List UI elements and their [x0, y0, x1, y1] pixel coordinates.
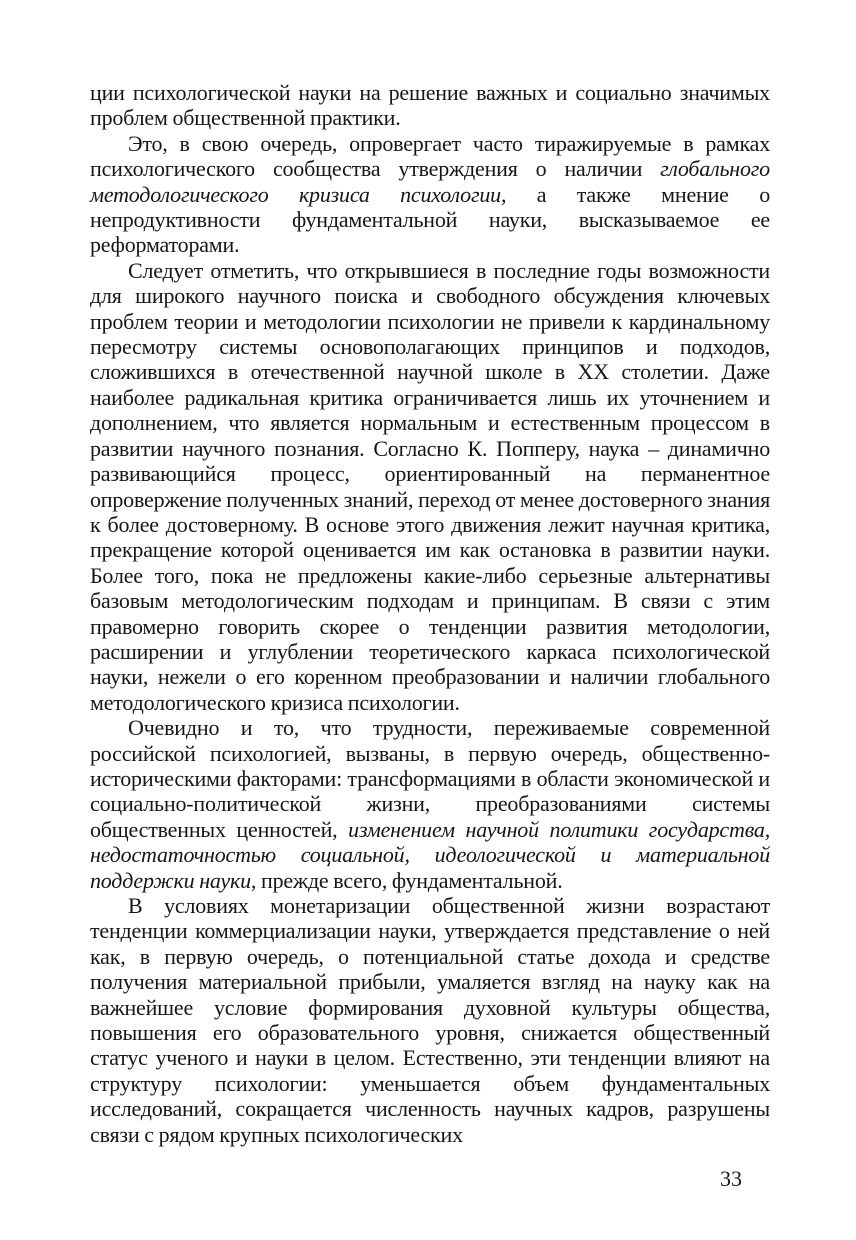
- text-segment: изменением научной политики государства, недостаточностью социальной, идеологической и материальной поддержки науки,: [90, 816, 770, 893]
- paragraph: [90, 715, 770, 893]
- paragraph: [90, 80, 770, 131]
- text-segment: Очевидно и то, что трудности, переживаемые современной российской психологией, вызваны, в первую очередь, общественно-историческими факторами: трансформациями в области экономической и социально-политической жизни, преобразованиями системы общественных ценностей,: [90, 715, 770, 842]
- paragraph: [90, 258, 770, 715]
- text-segment: прежде всего, фундаментальной.: [256, 867, 563, 893]
- text-segment: Следует отметить, что открывшиеся в последние годы возможности для широкого научного поиска и свободного обсуждения ключевых проблем теории и методологии психологии не привели к кардинальному пересмотру системы основополагающих принципов и подходов, сложившихся в отечественной научной школе в XX столетии. Даже наиболее радикальная критика ограничивается лишь их уточнением и дополнением, что является нормальным и естественным процессом в развитии научного познания. Согласно К. Попперу, наука – динамично развивающийся процесс, ориентированный на перманентное опровержение полученных знаний, переход от менее достоверного знания к более достоверному. В основе этого движения лежит научная критика, прекращение которой оценивается им как остановка в развитии науки. Более того, пока не предложены какие-либо серьезные альтернативы базовым методологическим подходам и принципам. В связи с этим правомерно говорить скорее о тенденции развития методологии, расширении и углублении теоретического каркаса психологической науки, нежели о его коренном преобразовании и наличии глобального методологического кризиса психологии.: [90, 257, 770, 715]
- text-segment: глобального методологического кризиса психологии: [90, 156, 770, 207]
- page-text: [90, 80, 770, 1147]
- page-number: 33: [720, 1166, 742, 1191]
- text-segment: В условиях монетаризации общественной жизни возрастают тенденции коммерциализации науки, утверждается представление о ней как, в первую очередь, о потенциальной статье дохода и средстве получения материальной прибыли, умаляется взгляд на науку как на важнейшее условие формирования духовной культуры общества, повышения его образовательного уровня, снижается общественный статус ученого и науки в целом. Естественно, эти тенденции влияют на структуру психологии: уменьшается объем фундаментальных исследований, сокращается численность научных кадров, разрушены связи с рядом крупных психологических: [90, 893, 770, 1147]
- text-segment: Это, в свою очередь, опровергает часто тиражируемые в рамках психологического сообщества утверждения о наличии: [90, 130, 770, 182]
- paragraph: [90, 131, 770, 258]
- text-segment: , а также мнение о непродуктивности фундаментальной науки, высказываемое ее реформаторами.: [90, 181, 770, 258]
- paragraph: [90, 893, 770, 1147]
- text-segment: ции психологической науки на решение важных и социально значимых проблем общественной практики.: [90, 80, 770, 131]
